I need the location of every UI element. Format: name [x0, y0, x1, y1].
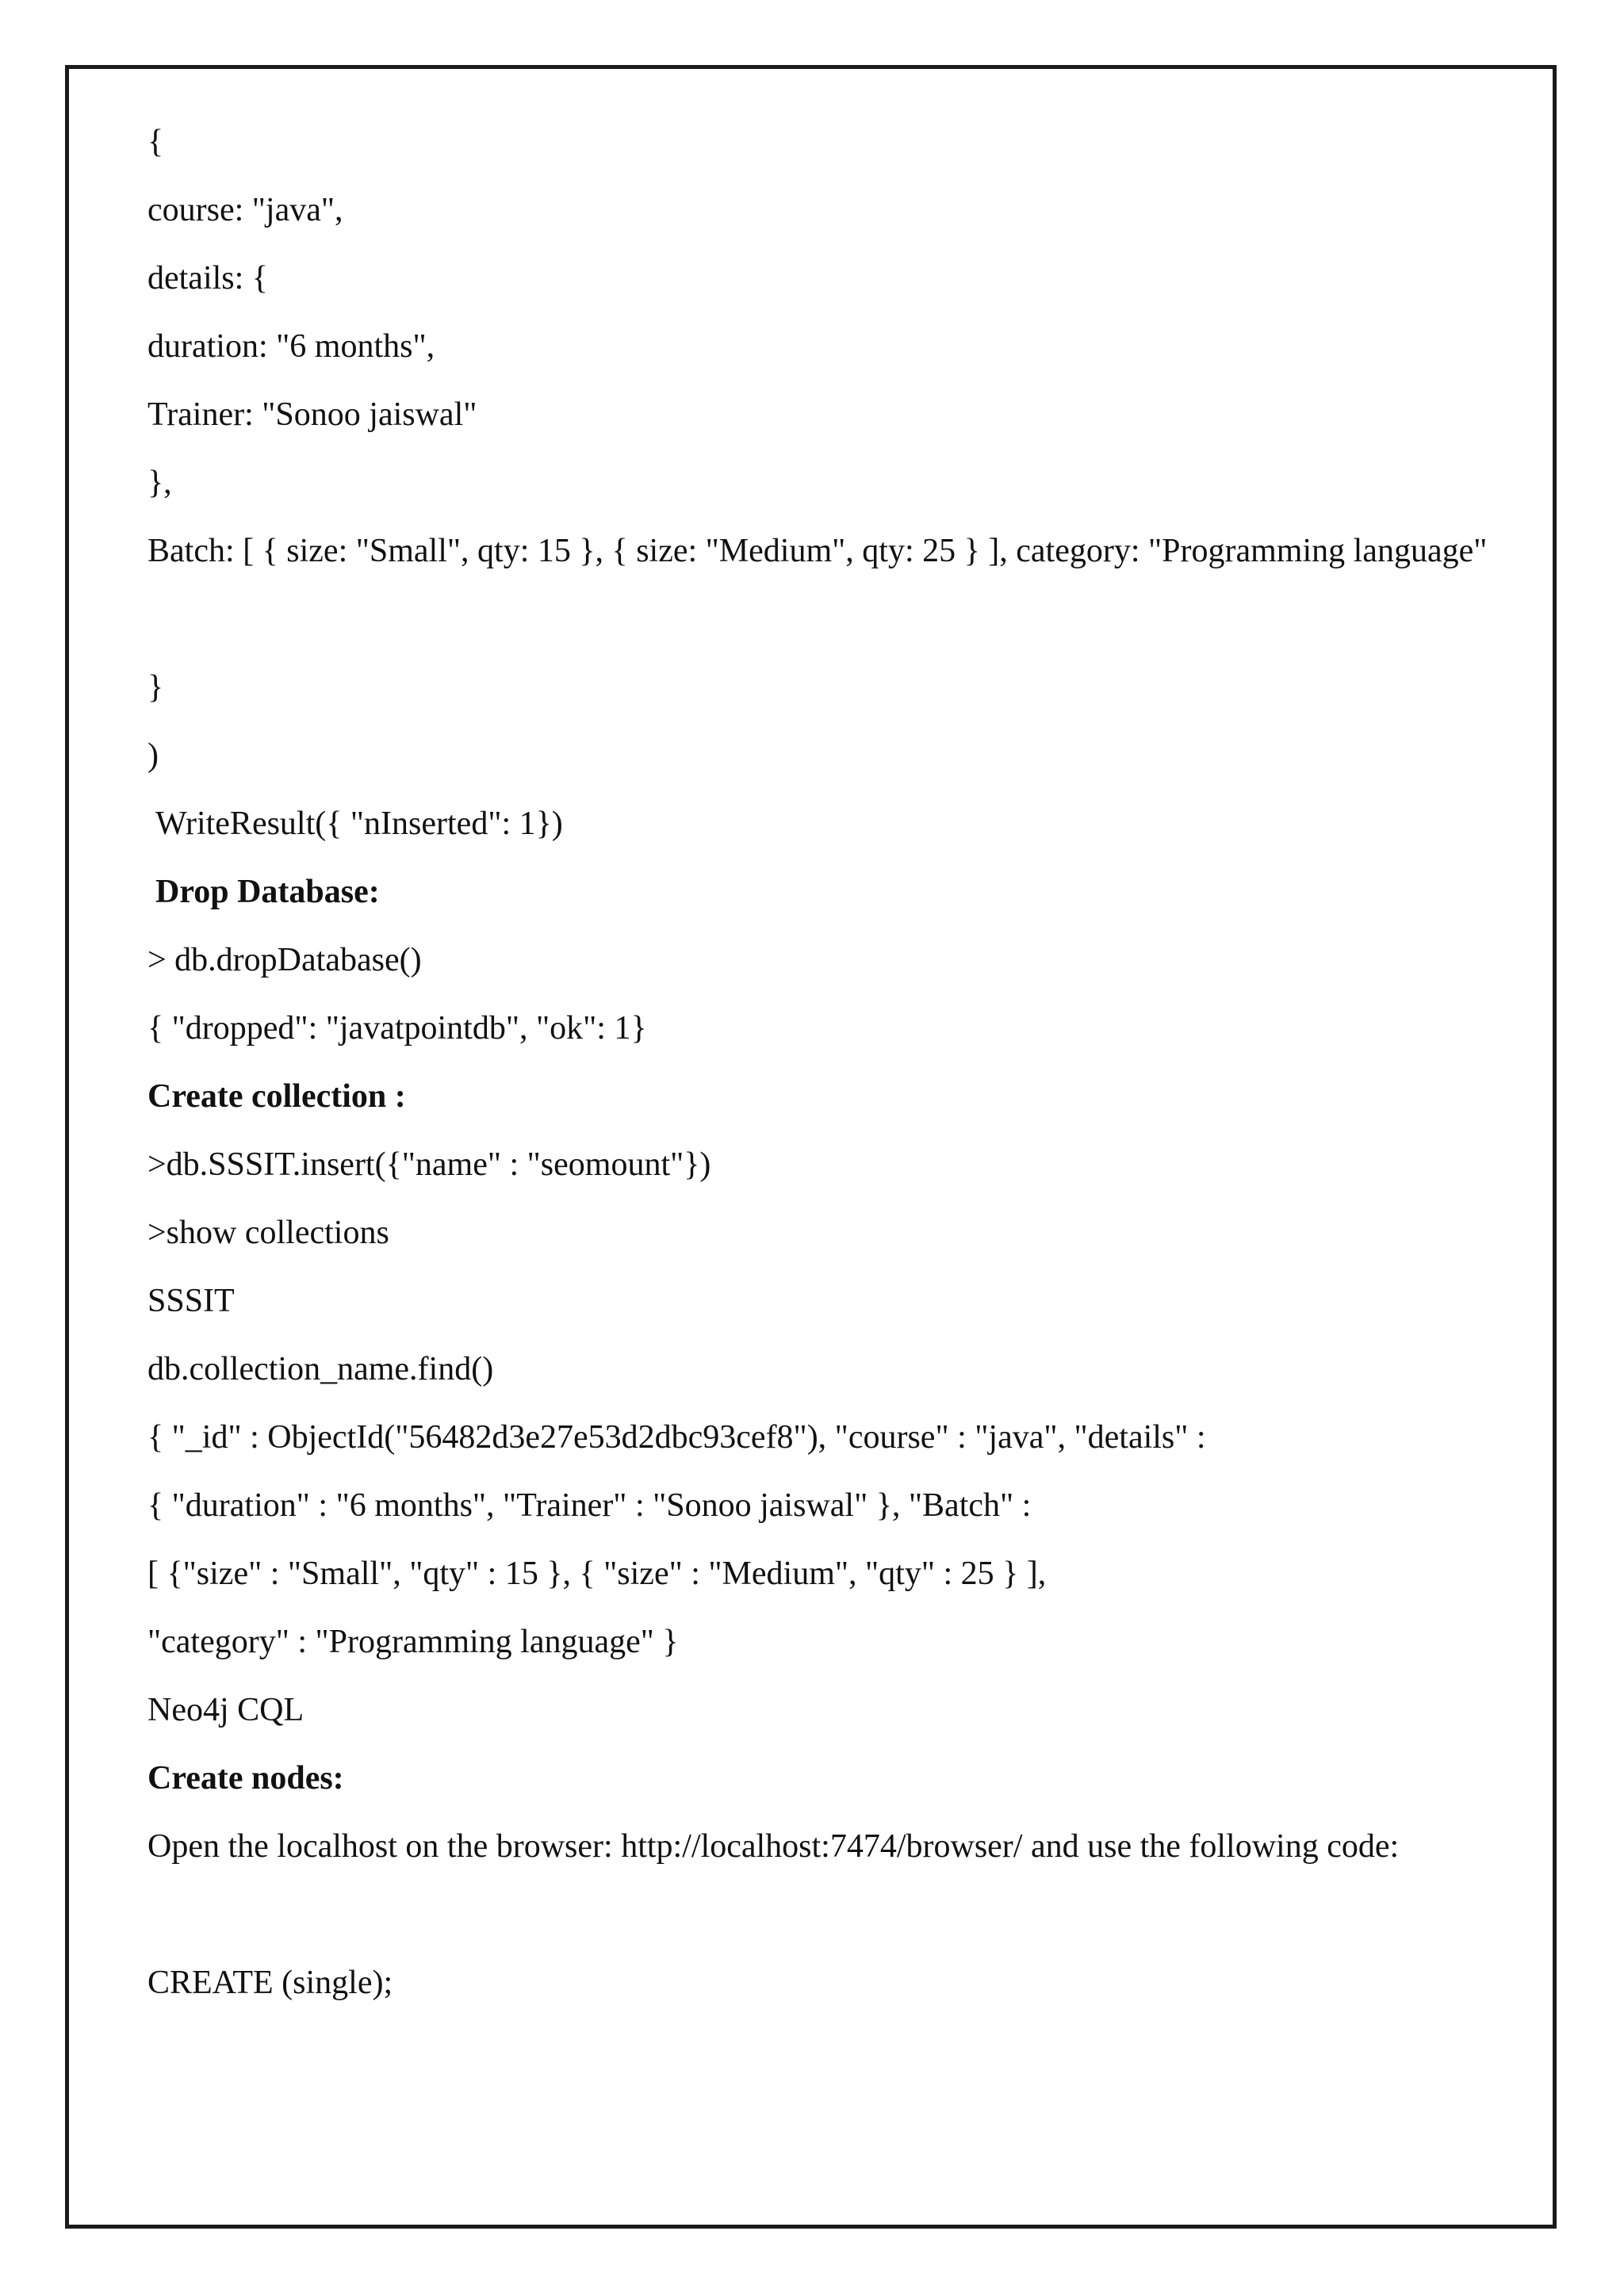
code-line-trainer: Trainer: "Sonoo jaiswal": [147, 396, 477, 433]
command-show-collections: >show collections: [147, 1215, 389, 1251]
find-output-line-2: { "duration" : "6 months", "Trainer" : "Sonoo jaiswal" }, "Batch" :: [147, 1487, 1032, 1524]
command-drop-database: > db.dropDatabase(): [147, 942, 422, 978]
code-line-course: course: "java",: [147, 192, 343, 228]
code-line-duration: duration: "6 months",: [147, 328, 435, 365]
drop-result-line: { "dropped": "javatpointdb", "ok": 1}: [147, 1010, 647, 1047]
code-line-open-brace: {: [147, 124, 164, 160]
heading-drop-database: Drop Database:: [155, 874, 380, 910]
code-line-close-paren: ): [147, 737, 159, 774]
code-line-details: details: {: [147, 260, 268, 297]
paragraph-open-localhost: Open the localhost on the browser: http://localhost:7474/browser/ and use the following code:: [147, 1828, 1400, 1865]
find-output-line-1: { "_id" : ObjectId("56482d3e27e53d2dbc93cef8"), "course" : "java", "details" :: [147, 1419, 1206, 1456]
command-find: db.collection_name.find(): [147, 1351, 494, 1387]
write-result-line: WriteResult({ "nInserted": 1}): [155, 806, 563, 842]
code-line-close-brace: }: [147, 669, 164, 706]
heading-create-nodes: Create nodes:: [147, 1760, 344, 1797]
section-neo4j-cql: Neo4j CQL: [147, 1692, 304, 1728]
find-output-line-3: [ {"size" : "Small", "qty" : 15 }, { "size" : "Medium", "qty" : 25 } ],: [147, 1556, 1047, 1592]
heading-create-collection: Create collection :: [147, 1078, 406, 1115]
find-output-line-4: "category" : "Programming language" }: [147, 1624, 679, 1660]
command-insert: >db.SSSIT.insert({"name" : "seomount"}): [147, 1146, 711, 1183]
code-line-close-details: },: [147, 465, 172, 501]
collection-name-output: SSSIT: [147, 1283, 235, 1319]
code-line-batch: Batch: [ { size: "Small", qty: 15 }, { size: "Medium", qty: 25 } ], category: "Programming language": [147, 533, 1488, 569]
command-create-single: CREATE (single);: [147, 1965, 393, 2001]
